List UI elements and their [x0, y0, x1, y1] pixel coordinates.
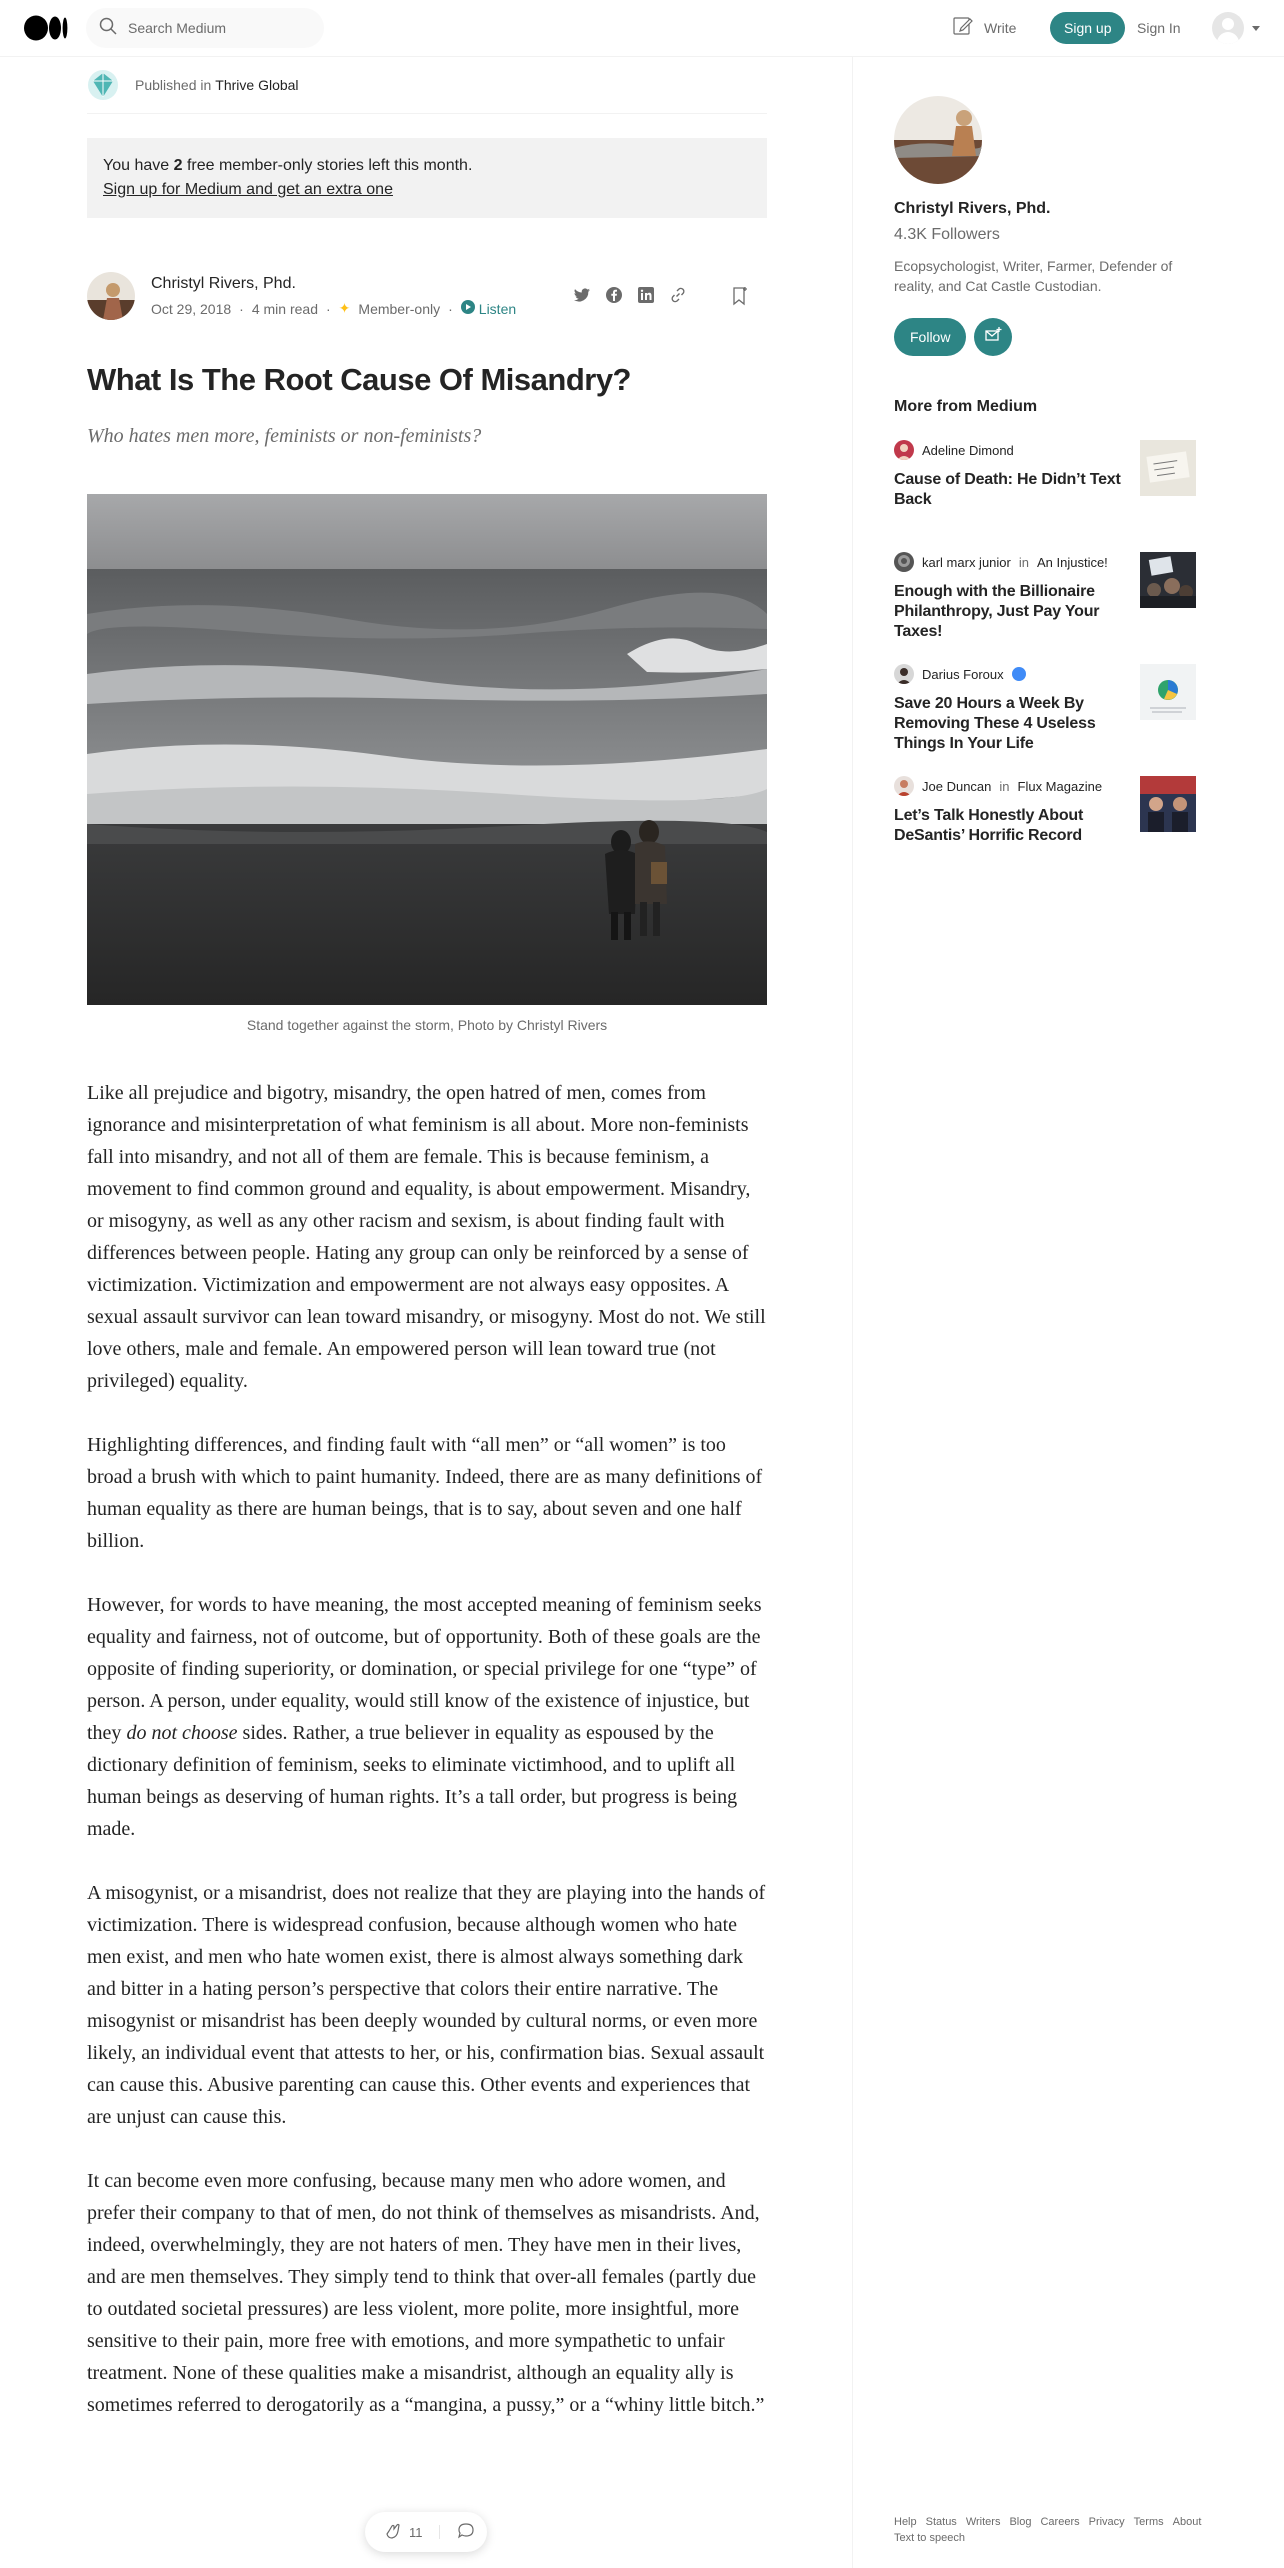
author-byline — [87, 272, 767, 320]
user-avatar[interactable] — [1212, 12, 1244, 44]
search-input[interactable] — [128, 20, 308, 36]
footer-link-help[interactable]: Help — [894, 2516, 917, 2528]
footer-link-about[interactable]: About — [1172, 2516, 1202, 2528]
play-icon — [461, 300, 475, 317]
sign-in-link[interactable]: Sign In — [1137, 20, 1181, 36]
facebook-icon[interactable] — [605, 286, 623, 309]
rec-in-label: in — [999, 778, 1010, 794]
member-only-label: Member-only — [358, 300, 441, 317]
twitter-icon[interactable] — [573, 286, 591, 309]
body-paragraph: Highlighting differences, and finding fault with “all men” or “all women” is too broad a brush with which to paint humanity. Indeed, there are as many definitions of human equality as there are human beings, that is to say, about seven and one half billion. — [87, 1434, 763, 1552]
rec-author-avatar — [894, 664, 914, 684]
rec-author-name[interactable]: Joe Duncan — [922, 778, 992, 794]
write-icon — [952, 15, 974, 40]
follower-count[interactable]: 4.3K Followers — [894, 226, 1000, 243]
published-in-label: Published in — [135, 77, 212, 93]
rec-publication-name[interactable]: An Injustice! — [1036, 554, 1108, 570]
member-star-icon: ✦ — [338, 300, 351, 316]
write-button[interactable] — [952, 15, 1016, 40]
search-icon — [98, 16, 118, 41]
rec-author-name[interactable]: Adeline Dimond — [922, 442, 1014, 458]
verified-badge-icon — [1012, 667, 1026, 681]
clap-icon[interactable] — [383, 2521, 403, 2544]
rec-story-thumbnail[interactable] — [1140, 776, 1196, 832]
paywall-text: You have 2 free member-only stories left this month. — [103, 157, 473, 174]
column-divider — [852, 57, 853, 2568]
linkedin-icon[interactable] — [637, 286, 655, 309]
article-hero-image — [87, 494, 767, 1005]
author-name-link[interactable]: Christyl Rivers, Phd. — [151, 275, 296, 292]
footer-link-careers[interactable]: Careers — [1040, 2516, 1080, 2528]
publish-date: Oct 29, 2018 — [151, 300, 232, 317]
floating-action-bar — [365, 2512, 487, 2552]
rec-story-title[interactable]: Enough with the Billionaire Philanthropy, Just Pay Your Taxes! — [894, 583, 1100, 640]
clap-count: 11 — [409, 2524, 423, 2540]
rec-in-label: in — [1018, 554, 1029, 570]
author-avatar[interactable] — [87, 272, 135, 320]
rec-story-thumbnail[interactable] — [1140, 440, 1196, 496]
footer-link-text-to-speech[interactable]: Text to speech — [894, 2532, 965, 2544]
email-subscribe-button[interactable] — [974, 318, 1012, 356]
top-navigation-bar — [0, 0, 1284, 57]
copy-link-icon[interactable] — [669, 286, 687, 309]
article-subtitle: Who hates men more, feminists or non-feminists? — [87, 425, 482, 447]
rec-author-name[interactable]: karl marx junior — [922, 554, 1011, 570]
free-story-count: 2 — [173, 157, 183, 174]
body-paragraph: A misogynist, or a misandrist, does not realize that they are playing into the hands of victimization. There is widespread confusion, because although women who hate men exist, and men who hate women exist, there is almost always something dark and bitter in a hating person’s perspective that colors their entire narrative. The misogynist or misandrist has been deeply wounded by cultural norms, or even more likely, an individual event that attests to her, or his, confirmation bias. Sexual assault can cause this. Abusive parenting can cause this. Other events and experiences that are unjust can cause this. — [87, 1882, 766, 2128]
rec-publication-name[interactable]: Flux Magazine — [1017, 778, 1103, 794]
rec-author-avatar — [894, 552, 914, 572]
recommended-story[interactable] — [894, 552, 1204, 640]
rec-story-title[interactable]: Let’s Talk Honestly About DeSantis’ Horrific Record — [894, 807, 1084, 844]
body-paragraph: It can become even more confusing, because many men who adore women, and prefer their company to that of men, do not think of themselves as misandrists. And, indeed, overwhelmingly, they are not haters of men. They have men in their lives, and are men themselves. They simply tend to think that over-all females (partly due to outdated societal pressures) are less violent, more polite, more insightful, more sensitive to their pain, more free with emotions, and more sympathetic to unfair treatment. None of these qualities make a misandrist, although an equality ally is sometimes referred to derogatorily as a “mangina, a pussy,” or a “whiny little bitch.” — [87, 2170, 765, 2416]
sign-up-button[interactable]: Sign up — [1050, 12, 1125, 44]
mail-plus-icon — [984, 326, 1002, 349]
rec-story-title[interactable]: Cause of Death: He Didn’t Text Back — [894, 471, 1121, 508]
follow-button[interactable]: Follow — [894, 318, 966, 356]
publication-name-link[interactable]: Thrive Global — [215, 77, 299, 93]
publication-bar — [87, 57, 767, 114]
recommended-story[interactable] — [894, 776, 1204, 864]
write-label: Write — [984, 19, 1017, 36]
image-caption: Stand together against the storm, Photo by Christyl Rivers — [246, 1017, 608, 1033]
article-title: What Is The Root Cause Of Misandry? — [87, 362, 631, 397]
author-sidebar — [894, 96, 1204, 864]
paywall-notice — [87, 138, 767, 218]
author-large-avatar[interactable] — [894, 96, 982, 184]
rec-story-thumbnail[interactable] — [1140, 552, 1196, 608]
share-icons — [573, 286, 687, 309]
read-time: 4 min read — [251, 300, 318, 317]
thrive-global-logo-icon[interactable] — [87, 69, 119, 101]
comment-icon[interactable] — [456, 2521, 476, 2544]
rec-story-title[interactable]: Save 20 Hours a Week By Removing These 4 Useless Things In Your Life — [894, 695, 1096, 752]
footer-link-privacy[interactable]: Privacy — [1088, 2516, 1125, 2528]
rec-author-name[interactable]: Darius Foroux — [922, 666, 1004, 682]
listen-label: Listen — [478, 300, 517, 317]
rec-author-avatar — [894, 776, 914, 796]
article-column — [87, 57, 767, 2421]
footer-link-writers[interactable]: Writers — [965, 2516, 1001, 2528]
more-from-medium-heading: More from Medium — [894, 398, 1038, 415]
search-box[interactable] — [86, 8, 324, 48]
author-bio: Ecopsychologist, Writer, Farmer, Defender of reality, and Cat Castle Custodian. — [894, 258, 1173, 294]
recommended-story[interactable] — [894, 664, 1204, 752]
follow-actions — [894, 318, 1204, 356]
paywall-signup-link[interactable]: Sign up for Medium and get an extra one — [103, 181, 393, 198]
floatbar-divider — [439, 2525, 440, 2539]
recommended-story[interactable] — [894, 440, 1204, 528]
emphasis-text: do not choose — [126, 1722, 238, 1744]
article-meta: Oct 29, 2018 · 4 min read · ✦ Member-only · Listen — [151, 300, 517, 317]
footer-link-status[interactable]: Status — [925, 2516, 957, 2528]
footer-link-terms[interactable]: Terms — [1133, 2516, 1164, 2528]
article-body — [87, 1077, 767, 2421]
rec-author-avatar — [894, 440, 914, 460]
rec-story-thumbnail[interactable] — [1140, 664, 1196, 720]
listen-button[interactable] — [461, 300, 516, 317]
body-paragraph: Like all prejudice and bigotry, misandry, the open hatred of men, comes from ignorance and misinterpretation of what feminism is all about. More non-feminists fall into misandry, and not all of them are female. This is because feminism, a movement to find common ground and equality, is about empowerment. Misandry, or misogyny, as well as any other racism and sexism, is about finding fault with differences between people. Hating any group can only be reinforced by a sense of victimization. Victimization and empowerment are not always easy opposites. A sexual assault survivor can lean toward misandry, or misogyny. Most do not. We still love others, male and female. An empowered person will lean toward true (not privileged) equality. — [87, 1082, 766, 1392]
bookmark-icon[interactable] — [727, 284, 751, 313]
site-footer — [894, 2514, 1204, 2546]
footer-link-blog[interactable]: Blog — [1009, 2516, 1032, 2528]
body-paragraph: However, for words to have meaning, the most accepted meaning of feminism seeks equality and fairness, not of outcome, but of opportunity. Both of these goals are the opposite of finding superiority, or domination, or special privilege for one “type” of person. A person, under equality, would still know of the existence of injustice, but they do not choose sides. Rather, a true believer in equality as espoused by the dictionary definition of feminism, seeks to eliminate victimhood, and to uplift all human beings as deserving of human rights. It’s a tall order, but progress is being made. — [87, 1594, 762, 1840]
sidebar-author-name[interactable]: Christyl Rivers, Phd. — [894, 200, 1051, 217]
chevron-down-icon[interactable] — [1252, 26, 1260, 31]
medium-logo-icon[interactable] — [24, 15, 68, 41]
